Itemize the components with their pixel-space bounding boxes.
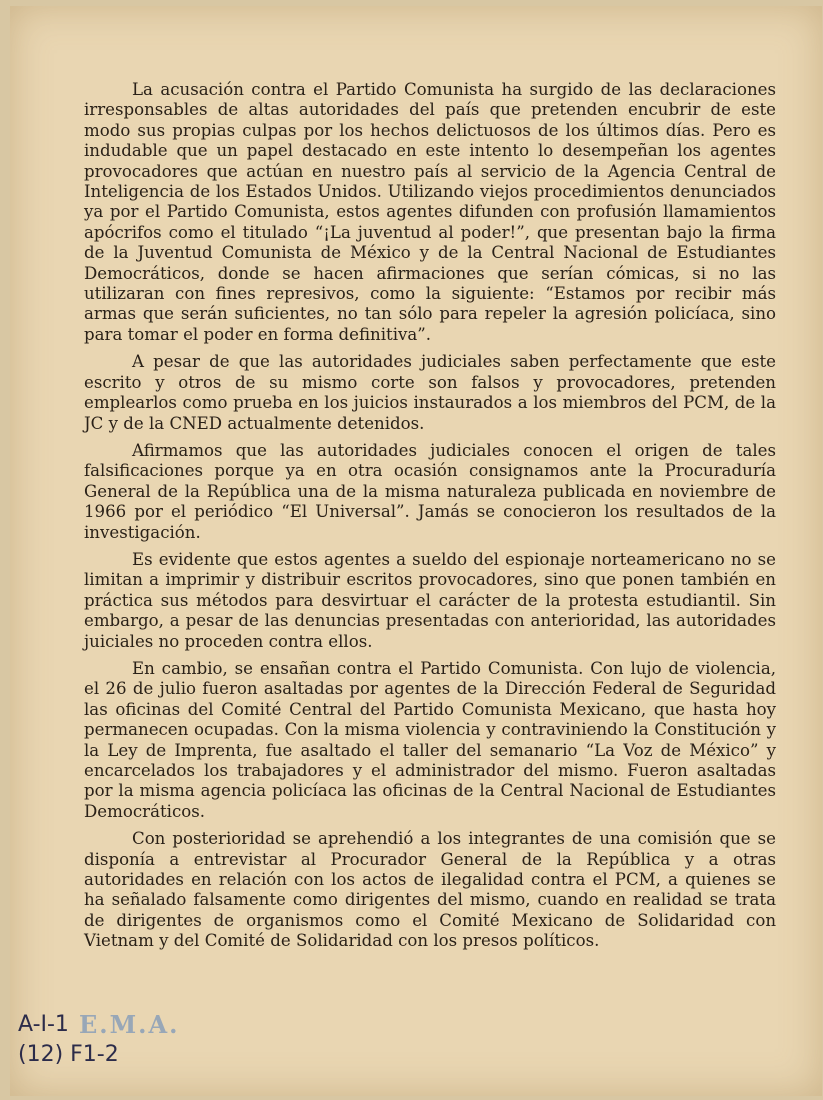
handwritten-annotations xyxy=(18,1010,179,1070)
document-page xyxy=(10,6,822,1096)
annotation-line-2 xyxy=(18,1040,179,1070)
annotation-line-1 xyxy=(18,1010,179,1040)
paragraph-5: En cambio, se ensañan contra el Partido Comunista. Con lujo de violencia, el 26 de julio fueron asaltadas por agentes de la Dirección Federal de Seguridad las oficinas del Comité Central del Partido Comunista Mexicano, que hasta hoy permanecen ocupadas. Con la misma violencia y contraviniendo la Constitución y la Ley de Imprenta, fue asaltado el taller del semanario “La Voz de México” y encarcelados los trabajadores y el administrador del mismo. Fueron asaltadas por la misma agencia policíaca las oficinas de la Central Nacional de Estudiantes Democráticos. xyxy=(84,658,776,821)
archive-code: A-I-1 xyxy=(18,1012,69,1037)
archive-stamp: E.M.A. xyxy=(78,1010,180,1039)
paragraph-6: Con posterioridad se aprehendió a los integrantes de una comisión que se disponía a entrevistar al Procurador General de la República y a otras autoridades en relación con los actos de ilegalidad contra el PCM, a quienes se ha señalado falsamente como dirigentes del mismo, cuando en realidad se trata de dirigentes de organismos como el Comité Mexicano de Solidaridad con Vietnam y del Comité de Solidaridad con los presos políticos. xyxy=(84,829,776,951)
paragraph-2: A pesar de que las autoridades judiciales saben perfectamente que este escrito y otros de su mismo corte son falsos y provocadores, pretenden emplearlos como prueba en los juicios instaurados a los miembros del PCM, de la JC y de la CNED actualmente detenidos. xyxy=(84,352,776,433)
paragraph-3: Afirmamos que las autoridades judiciales conocen el origen de tales falsificaciones porque ya en otra ocasión consignamos ante la Procuraduría General de la República una de la misma naturaleza publicada en noviembre de 1966 por el periódico “El Universal”. Jamás se conocieron los resultados de la investigación. xyxy=(84,440,776,542)
folio-code: (12) F1-2 xyxy=(18,1042,119,1067)
document-body xyxy=(84,80,776,959)
paragraph-4: Es evidente que estos agentes a sueldo del espionaje norteamericano no se limitan a imprimir y distribuir escritos provocadores, sino que ponen también en práctica sus métodos para desvirtuar el carácter de la protesta estudiantil. Sin embargo, a pesar de las denuncias presentadas con anterioridad, las autoridades juiciales no proceden contra ellos. xyxy=(84,549,776,651)
paragraph-1: La acusación contra el Partido Comunista ha surgido de las declaraciones irresponsables de altas autoridades del país que pretenden encubrir de este modo sus propias culpas por los hechos delictuosos de los últimos días. Pero es indudable que un papel destacado en este intento lo desempeñan los agentes provocadores que actúan en nuestro país al servicio de la Agencia Central de Inteligencia de los Estados Unidos. Utilizando viejos procedimientos denunciados ya por el Partido Comunista, estos agentes difunden con profusión llamamientos apócrifos como el titulado “¡La juventud al poder!”, que presentan bajo la firma de la Juventud Comunista de México y de la Central Nacional de Estudiantes Democráticos, donde se hacen afirmaciones que serían cómicas, si no las utilizaran con fines represivos, como la siguiente: “Estamos por recibir más armas que serán suficientes, no tan sólo para repeler la agresión policíaca, sino para tomar el poder en forma definitiva”. xyxy=(84,80,776,344)
